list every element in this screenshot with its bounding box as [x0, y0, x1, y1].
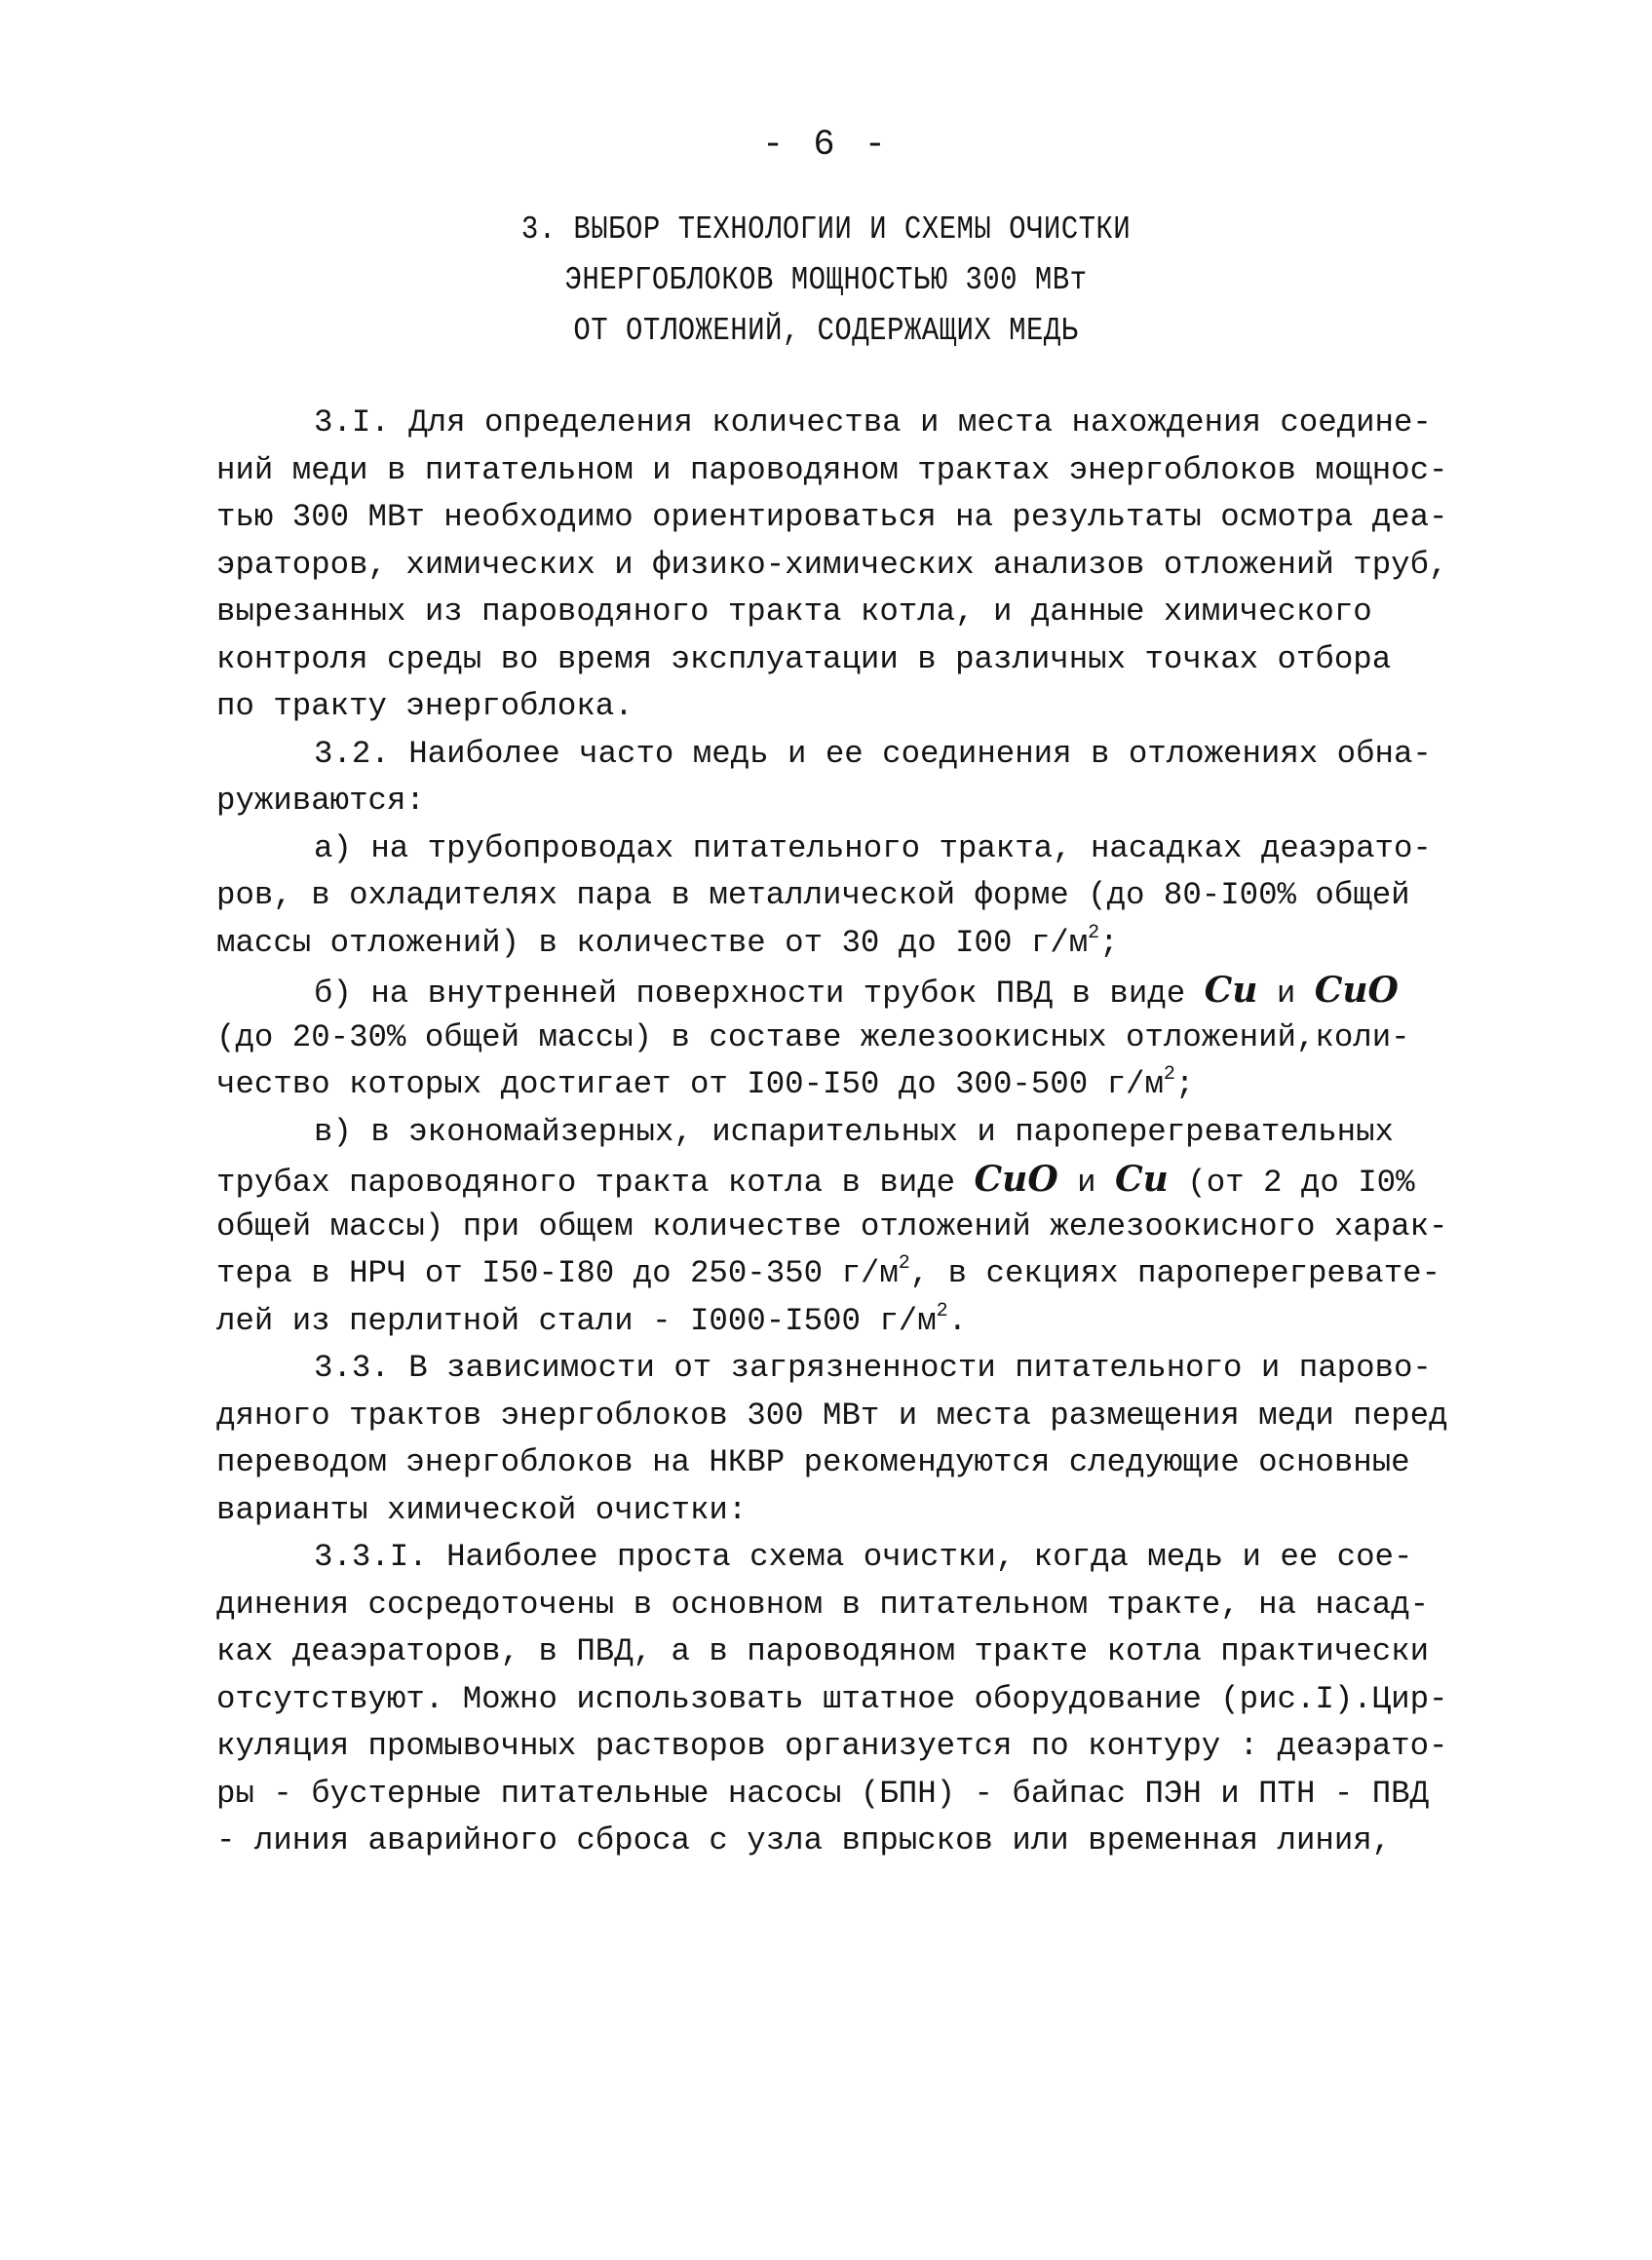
text-line — [216, 1487, 1474, 1535]
text-line — [216, 778, 1474, 825]
text-line — [216, 636, 1474, 684]
text-line — [216, 1109, 1474, 1157]
text-line — [216, 447, 1474, 495]
line-text: общей массы) при общем количестве отложений железоокисного харак- — [216, 1207, 1448, 1245]
line-text: и — [1257, 976, 1315, 1012]
text-line — [216, 1534, 1474, 1582]
line-text: динения сосредоточены в основном в питательном тракте, на насад- — [216, 1586, 1430, 1623]
line-text: варианты химической очистки: — [216, 1491, 748, 1528]
text-line — [216, 1676, 1474, 1724]
chemical-formula: CuO — [974, 1159, 1058, 1200]
text-line — [216, 920, 1474, 968]
text-line — [216, 1771, 1474, 1819]
line-text: ры - бустерные питательные насосы (БПН) - байпас ПЭН и ПТН - ПВД — [216, 1775, 1430, 1812]
line-text: - линия аварийного сброса с узла впрысков или временная линия, — [216, 1822, 1392, 1858]
chemical-formula: Cu — [1115, 1159, 1169, 1200]
line-text: б) на внутренней поверхности трубок ПВД в виде — [314, 976, 1205, 1012]
text-line — [216, 825, 1474, 873]
line-text: дяного трактов энергоблоков 300 МВт и места размещения меди перед — [216, 1397, 1448, 1434]
text-line — [216, 1628, 1474, 1676]
line-text: 3.I. Для определения количества и места нахождения соедине- — [314, 404, 1432, 441]
line-text: руживаются: — [216, 783, 425, 819]
section-heading — [99, 205, 1554, 357]
text-line — [216, 1061, 1474, 1109]
text-line — [216, 1393, 1474, 1440]
line-text: ках деаэраторов, в ПВД, а в пароводяном тракте котла практически — [216, 1633, 1430, 1669]
line-text: по тракту энергоблока. — [216, 688, 634, 724]
text-line — [216, 1015, 1474, 1062]
line-text: и — [1057, 1165, 1116, 1201]
text-line — [216, 1582, 1474, 1629]
text-line — [216, 400, 1474, 447]
line-text: , в секциях пароперегревате- — [909, 1255, 1441, 1291]
line-text: чество которых достигает от I00-I50 до 300-500 г/м — [216, 1066, 1164, 1102]
text-line — [216, 1345, 1474, 1393]
line-text: а) на трубопроводах питательного тракта, насадках деаэрато- — [314, 829, 1432, 866]
heading-line-3: ОТ ОТЛОЖЕНИЙ, СОДЕРЖАЩИХ МЕДЬ — [573, 313, 1079, 349]
text-line — [216, 872, 1474, 920]
text-line — [216, 683, 1474, 731]
line-text: 3.2. Наиболее часто медь и ее соединения в отложениях обна- — [314, 735, 1432, 772]
superscript: 2 — [898, 1252, 910, 1275]
line-text: контроля среды во время эксплуатации в различных точках отбора — [216, 640, 1392, 677]
line-text: . — [947, 1302, 968, 1339]
body-text — [216, 400, 1474, 1865]
line-text: эраторов, химических и физико-химических анализов отложений труб, — [216, 546, 1448, 583]
line-text: (до 20-30% общей массы) в составе железоокисных отложений,коли- — [216, 1018, 1410, 1055]
text-line — [216, 1156, 1474, 1204]
line-text: ров, в охладителях пара в металлической форме (до 80-I00% общей — [216, 877, 1410, 913]
text-line — [216, 967, 1474, 1015]
text-line — [216, 1204, 1474, 1251]
line-text: (от 2 до I0% — [1168, 1165, 1415, 1201]
heading-line-2: ЭНЕРГОБЛОКОВ МОЩНОСТЬЮ 300 МВт — [564, 262, 1088, 298]
text-line — [216, 731, 1474, 779]
line-text: отсутствуют. Можно использовать штатное оборудование (рис.I).Цир- — [216, 1680, 1448, 1717]
text-line — [216, 1250, 1474, 1298]
line-text: в) в экономайзерных, испарительных и пароперегревательных — [314, 1113, 1394, 1150]
text-line — [216, 494, 1474, 542]
line-text: лей из перлитной стали - I000-I500 г/м — [216, 1302, 937, 1339]
text-line — [216, 1439, 1474, 1487]
heading-line-1: 3. ВЫБОР ТЕХНОЛОГИИ И СХЕМЫ ОЧИСТКИ — [520, 211, 1132, 248]
line-text: тера в НРЧ от I50-I80 до 250-350 г/м — [216, 1255, 899, 1291]
line-text: 3.3. В зависимости от загрязненности питательного и парово- — [314, 1350, 1432, 1386]
superscript: 2 — [936, 1299, 948, 1322]
chemical-formula: Cu — [1204, 970, 1258, 1011]
text-line — [216, 589, 1474, 636]
chemical-formula: CuO — [1314, 970, 1399, 1011]
line-text: ; — [1174, 1066, 1195, 1102]
line-text: куляция промывочных растворов организуется по контуру : деаэрато- — [216, 1728, 1448, 1764]
superscript: 2 — [1163, 1063, 1175, 1086]
line-text: ний меди в питательном и пароводяном трактах энергоблоков мощнос- — [216, 451, 1448, 488]
line-text: массы отложений) в количестве от 30 до I00 г/м — [216, 924, 1089, 961]
text-line — [216, 1298, 1474, 1346]
page-number: - 6 - — [761, 125, 891, 166]
line-text: переводом энергоблоков на НКВР рекомендуются следующие основные — [216, 1444, 1410, 1480]
line-text: 3.3.I. Наиболее проста схема очистки, когда медь и ее сое- — [314, 1539, 1413, 1575]
line-text: вырезанных из пароводяного тракта котла, и данные химического — [216, 594, 1372, 630]
line-text: трубах пароводяного тракта котла в виде — [216, 1165, 975, 1201]
text-line — [216, 542, 1474, 590]
line-text: тью 300 МВт необходимо ориентироваться на результаты осмотра деа- — [216, 499, 1448, 535]
text-line — [216, 1723, 1474, 1771]
text-line — [216, 1818, 1474, 1865]
superscript: 2 — [1088, 921, 1100, 944]
line-text: ; — [1099, 924, 1119, 961]
